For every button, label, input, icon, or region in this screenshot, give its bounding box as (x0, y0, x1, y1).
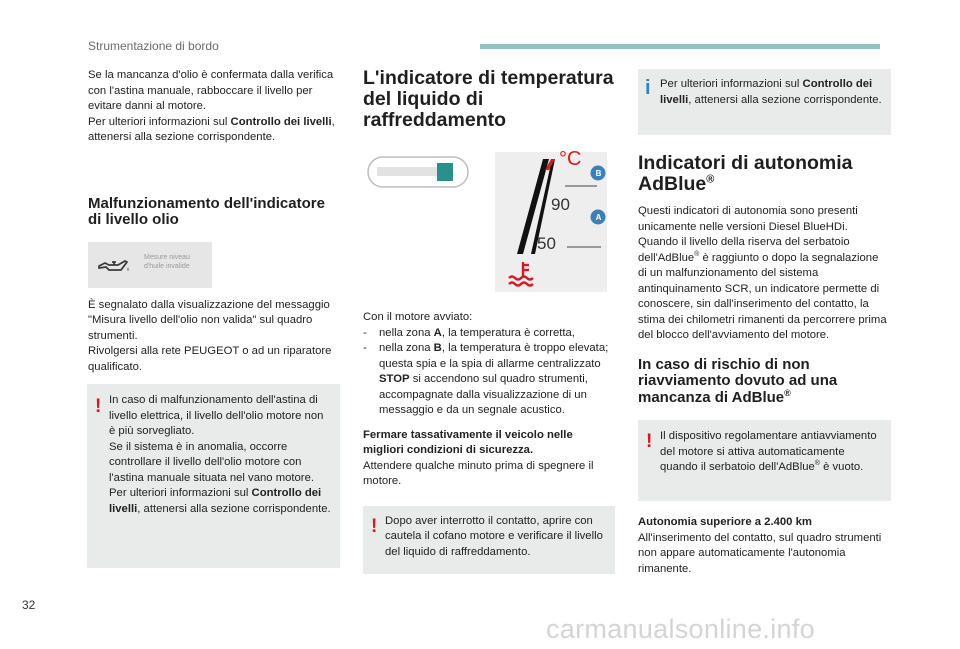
watermark: carmanualsonline.info (546, 614, 815, 644)
temperature-gauge (495, 148, 607, 292)
display-line: d'huile invalide (144, 262, 190, 270)
text: ® (706, 173, 715, 186)
column-left (88, 68, 338, 568)
zone-b-marker: B (595, 169, 602, 178)
text: ® (814, 460, 820, 468)
heading-coolant-temperature: L'indicatore di temperatura del liquido di raffreddamento (363, 67, 614, 131)
text (109, 486, 331, 517)
warning-icon: ! (95, 396, 102, 417)
link-controllo-livelli: Controllo dei livelli (660, 78, 873, 106)
coolant-intro: Con il motore avviato: (363, 311, 473, 323)
text: , attenersi alla sezione corrispondente. (88, 115, 335, 143)
text: Il dispositivo regolamentare antiavviamento del motore si attiva automaticamente quando il serbatoio dell'AdBlue (660, 430, 877, 473)
text: è vuoto. (819, 461, 864, 473)
warning-text: Dopo aver interrotto il contatto, aprire con cautela il cofano motore e verificare il livello del liquido di raffreddamento. (385, 514, 603, 558)
stop-instruction: Fermare tassativamente il veicolo nelle migliori condizioni di sicurezza. (363, 428, 573, 456)
warning-text (660, 429, 882, 476)
text: In caso di malfunzionamento dell'astina di livello elettrica, il livello dell'olio motore non è più sorvegliato. (109, 394, 324, 437)
page-number: 32 (22, 598, 36, 612)
section-header: Strumentazione di bordo (88, 39, 219, 53)
text: , attenersi alla sezione corrispondente. (688, 93, 882, 106)
wait-instruction: Attendere qualche minuto prima di spegnere il motore. (363, 459, 594, 487)
list-item (363, 326, 615, 342)
text: Questi indicatori di autonomia sono presenti unicamente nelle versioni Diesel BlueHDi. Quando il livello della riserva del serbatoio dell'AdBlue (638, 205, 858, 264)
warning-icon: ! (646, 431, 653, 452)
warning-box-oil (87, 384, 340, 568)
text: nella zona (379, 326, 434, 339)
text: si accendono sul quadro strumenti, accompagnate dalla visualizzazione di un messaggio e da un segnale acustico. (379, 373, 588, 416)
text: B (433, 342, 442, 354)
intro-reference (88, 115, 338, 146)
oil-can-icon (96, 256, 132, 276)
gauge-tick-90: 90 (551, 195, 570, 214)
text: , la temperatura è corretta, (441, 326, 575, 339)
heading-restart-risk (638, 357, 890, 407)
oil-display-message (144, 253, 190, 271)
gauge-bar-icon (367, 153, 469, 193)
heading-oil-level-malfunction: Malfunzionamento dell'indicatore di livello olio (88, 194, 325, 228)
text: , la temperatura è troppo elevata; questa spia e la spia di allarme centralizzato (379, 342, 609, 370)
heading-adblue-range (638, 153, 890, 195)
text: A (433, 326, 442, 339)
info-text (660, 77, 884, 108)
column-middle (363, 67, 615, 558)
text: nella zona (379, 342, 434, 354)
warning-box-coolant (363, 506, 615, 574)
list-item (363, 341, 615, 419)
text: STOP (379, 373, 410, 385)
zone-list (363, 326, 615, 419)
text: Per ulteriori informazioni sul (109, 487, 252, 499)
info-box-levels (638, 69, 891, 135)
warning-text (109, 393, 331, 517)
gauge-needle-graphic (495, 148, 607, 292)
gauge-unit-label: °C (559, 148, 582, 170)
autonomy-paragraph: All'inserimento del contatto, sul quadro strumenti non appare automaticamente l'autonomia rimanente. (638, 531, 882, 575)
display-line: Mesure niveau (144, 253, 190, 261)
text: Indicatori di autonomia AdBlue (638, 152, 853, 195)
text: ® (784, 387, 791, 398)
warning-box-adblue (638, 420, 891, 501)
coolant-text (363, 310, 615, 574)
text: , attenersi alla sezione corrispondente. (137, 502, 331, 515)
text: Per ulteriori informazioni sul (88, 115, 231, 128)
text: è raggiunto o dopo la segnalazione di un malfunzionamento del sistema antinquinamento SCR, un indicatore permette di conoscere, sin dall'inserimento del contatto, la stima dei chilometri rimanenti da percorrere prima del blocco dell'avviamento del motore. (638, 251, 887, 341)
autonomy-heading: Autonomia superiore a 2.400 km (638, 516, 812, 528)
text: Per ulteriori informazioni sul (660, 78, 803, 90)
oil-display-image (88, 242, 212, 288)
warning-icon: ! (371, 515, 378, 537)
intro-paragraph: Se la mancanza d'olio è confermata dalla verifica con l'astina manuale, rabboccare il livello per evitare danni al motore. (88, 69, 334, 112)
coolant-temperature-icon (509, 262, 533, 286)
text: ® (694, 250, 700, 258)
link-controllo-livelli: Controllo dei livelli (109, 487, 322, 515)
adblue-paragraph (638, 204, 890, 344)
gauge-tick-50: 50 (537, 234, 556, 253)
link-controllo-livelli: Controllo dei livelli (230, 115, 332, 128)
oil-paragraph-2: Rivolgersi alla rete PEUGEOT o ad un riparatore qualificato. (88, 345, 332, 373)
text: Se il sistema è in anomalia, occorre controllare il livello dell'olio motore con l'astina manuale situata nel vano motore. (109, 440, 314, 484)
header-accent-bar (480, 44, 880, 49)
info-icon: i (645, 77, 651, 99)
oil-paragraph: È segnalato dalla visualizzazione del messaggio "Misura livello dell'olio non valida" sul quadro strumenti. (88, 298, 330, 342)
text: In caso di rischio di non riavviamento dovuto ad una mancanza di AdBlue (638, 355, 838, 406)
zone-a-marker: A (595, 213, 602, 222)
column-right (638, 68, 890, 577)
